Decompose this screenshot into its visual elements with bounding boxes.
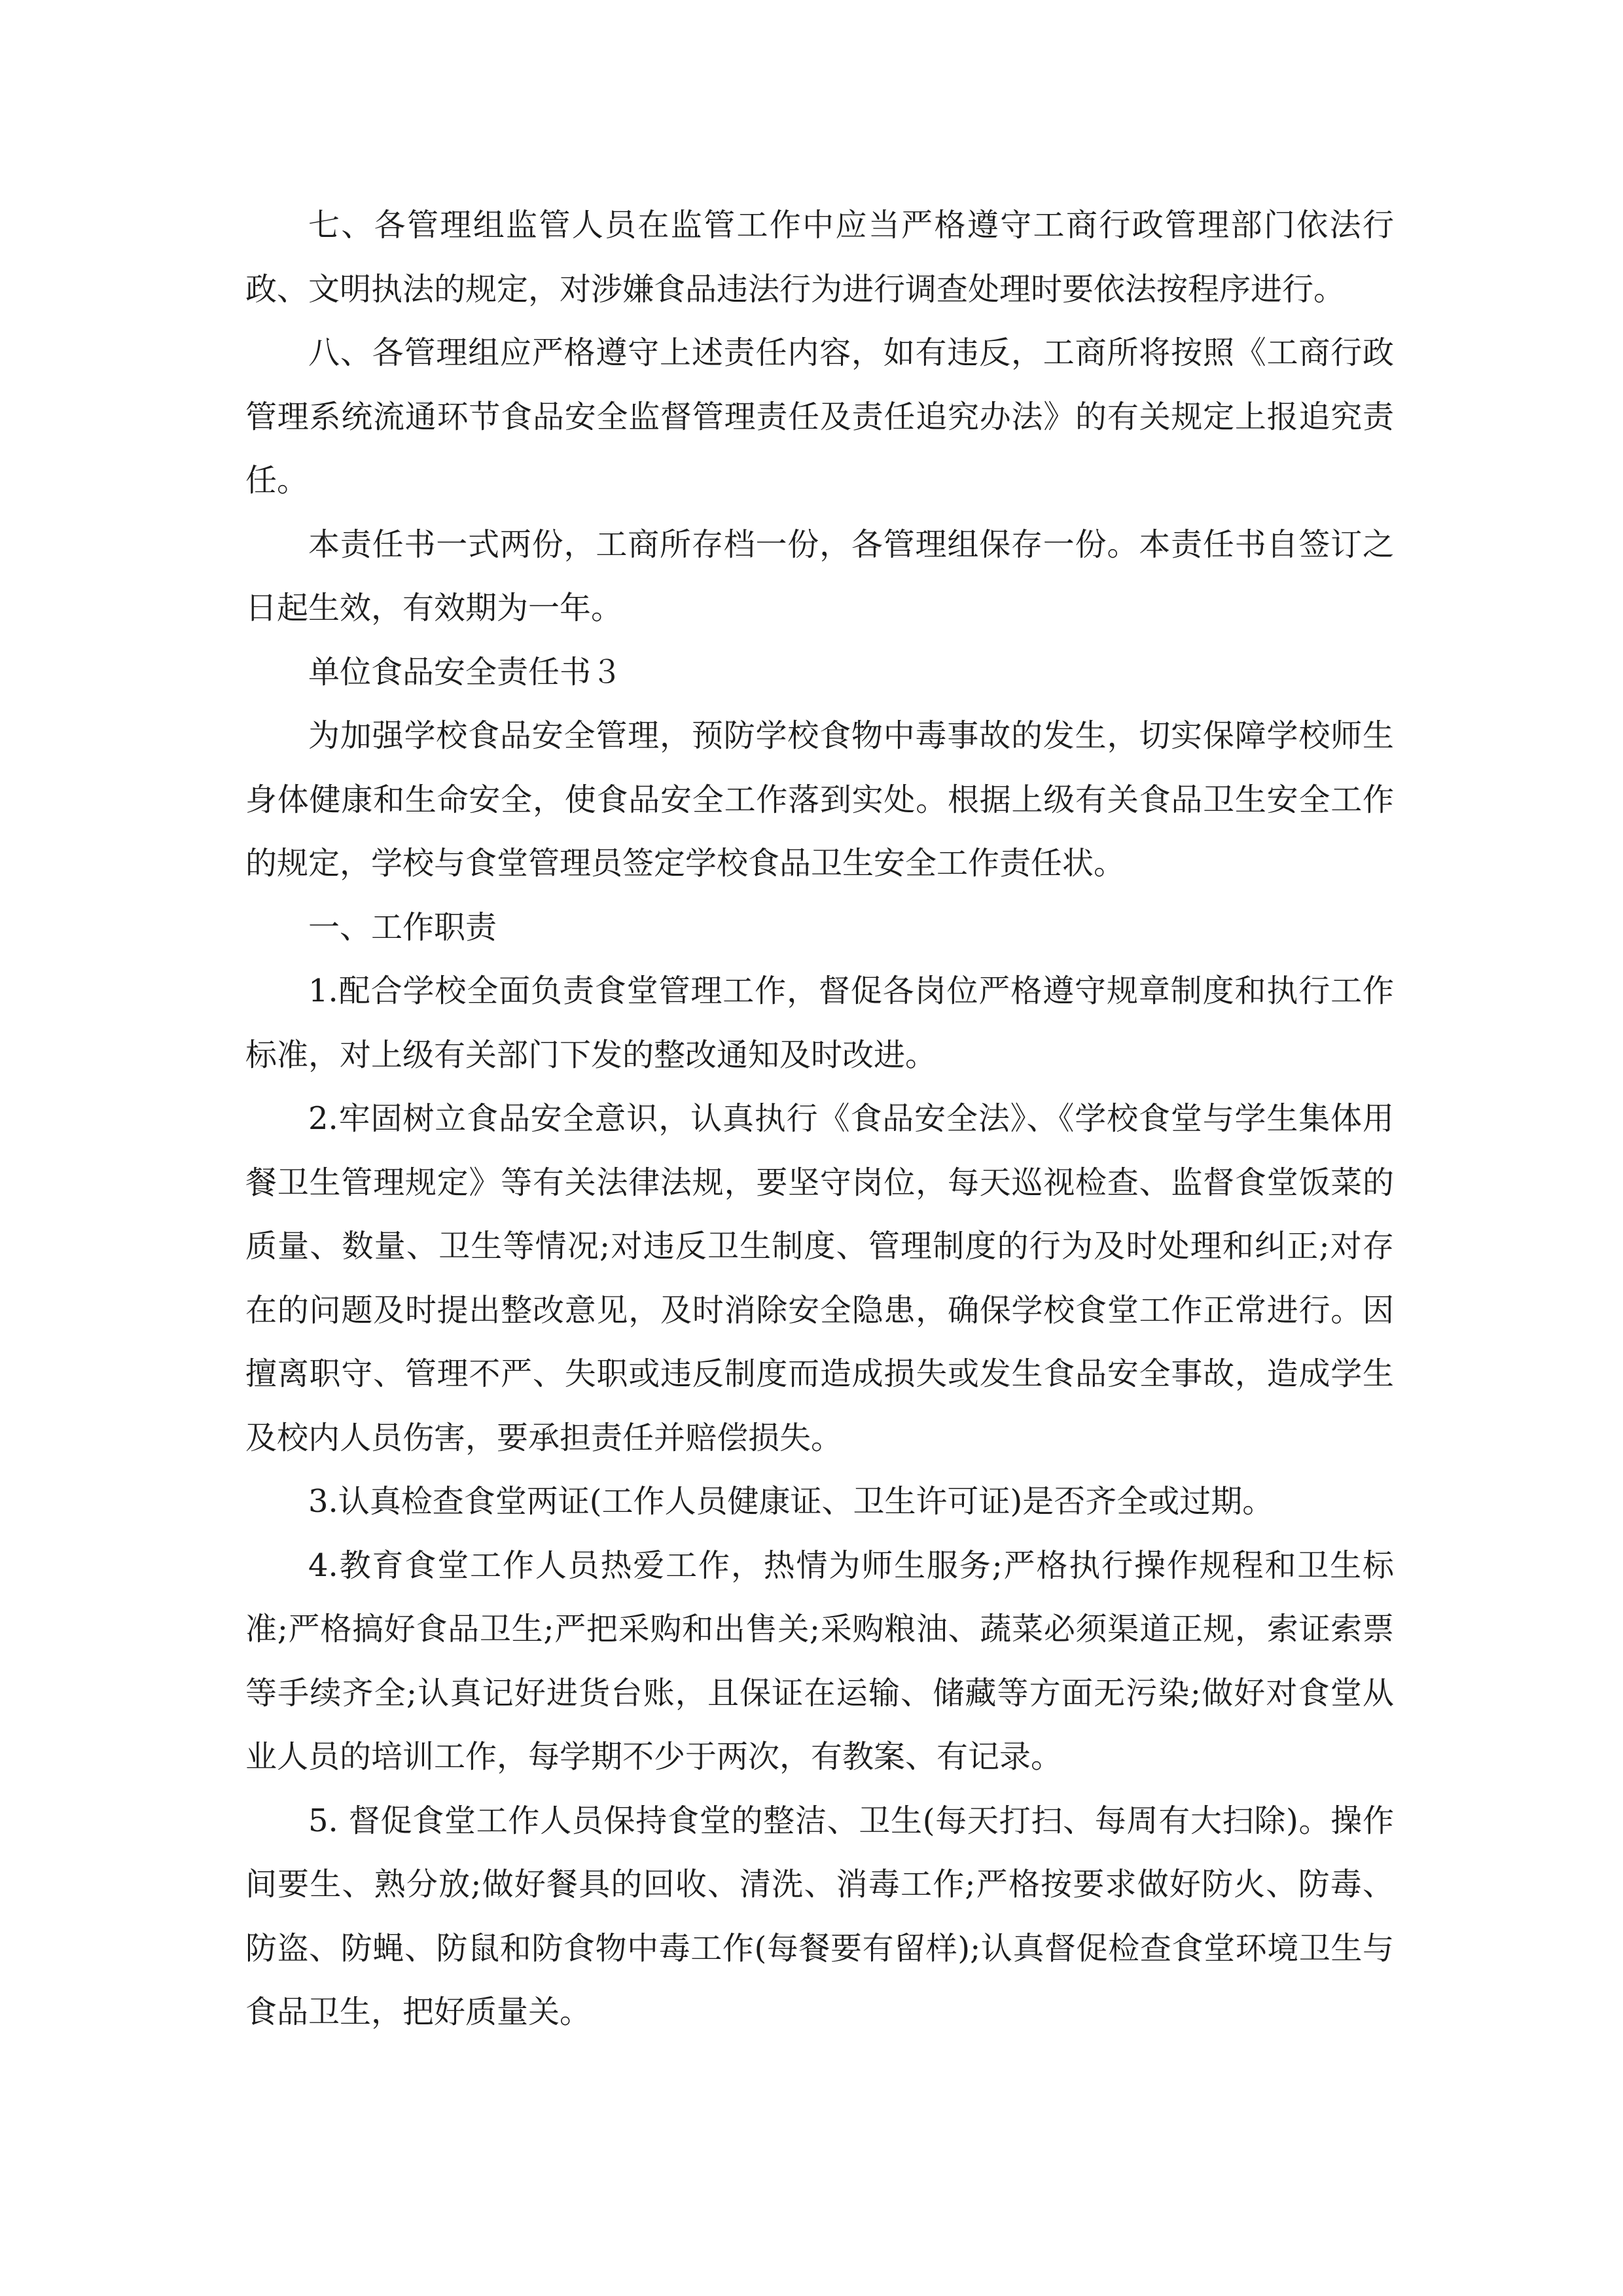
paragraph-duty-1: 1.配合学校全面负责食堂管理工作，督促各岗位严格遵守规章制度和执行工作标准，对上级有关部门下发的整改通知及时改进。 (245, 973, 1394, 1073)
document-body (245, 194, 1394, 2045)
subheading-duties: 一、工作职责 (308, 908, 497, 946)
paragraph-copies-note: 本责任书一式两份，工商所存档一份，各管理组保存一份。本责任书自签订之日起生效，有效期为一年。 (245, 526, 1394, 626)
paragraph-duty-3: 3.认真检查食堂两证(工作人员健康证、卫生许可证)是否齐全或过期。 (308, 1483, 1274, 1520)
paragraph-clause-7: 七、各管理组监管人员在监管工作中应当严格遵守工商行政管理部门依法行政、文明执法的规定，对涉嫌食品违法行为进行调查处理时要依法按程序进行。 (245, 207, 1394, 308)
paragraph-clause-8: 八、各管理组应严格遵守上述责任内容，如有违反，工商所将按照《工商行政管理系统流通环节食品安全监督管理责任及责任追究办法》的有关规定上报追究责任。 (245, 334, 1394, 499)
section-heading: 单位食品安全责任书３ (308, 653, 623, 691)
paragraph-intro: 为加强学校食品安全管理，预防学校食物中毒事故的发生，切实保障学校师生身体健康和生命安全，使食品安全工作落到实处。根据上级有关食品卫生安全工作的规定，学校与食堂管理员签定学校食品卫生安全工作责任状。 (245, 717, 1394, 882)
paragraph-duty-4: 4.教育食堂工作人员热爱工作，热情为师生服务;严格执行操作规程和卫生标准;严格搞好食品卫生;严把采购和出售关;采购粮油、蔬菜必须渠道正规，索证索票等手续齐全;认真记好进货台账，且保证在运输、储藏等方面无污染;做好对食堂从业人员的培训工作，每学期不少于两次，有教案、有记录。 (245, 1547, 1394, 1775)
paragraph-duty-5: 5. 督促食堂工作人员保持食堂的整洁、卫生(每天打扫、每周有大扫除)。操作间要生、熟分放;做好餐具的回收、清洗、消毒工作;严格按要求做好防火、防毒、防盗、防蝇、防鼠和防食物中毒工作(每餐要有留样);认真督促检查食堂环境卫生与食品卫生，把好质量关。 (245, 1802, 1394, 2030)
paragraph-duty-2: 2.牢固树立食品安全意识，认真执行《食品安全法》、《学校食堂与学生集体用餐卫生管理规定》等有关法律法规，要坚守岗位，每天巡视检查、监督食堂饭菜的质量、数量、卫生等情况;对违反卫生制度、管理制度的行为及时处理和纠正;对存在的问题及时提出整改意见，及时消除安全隐患，确保学校食堂工作正常进行。因擅离职守、管理不严、失职或违反制度而造成损失或发生食品安全事故，造成学生及校内人员伤害，要承担责任并赔偿损失。 (245, 1100, 1394, 1456)
